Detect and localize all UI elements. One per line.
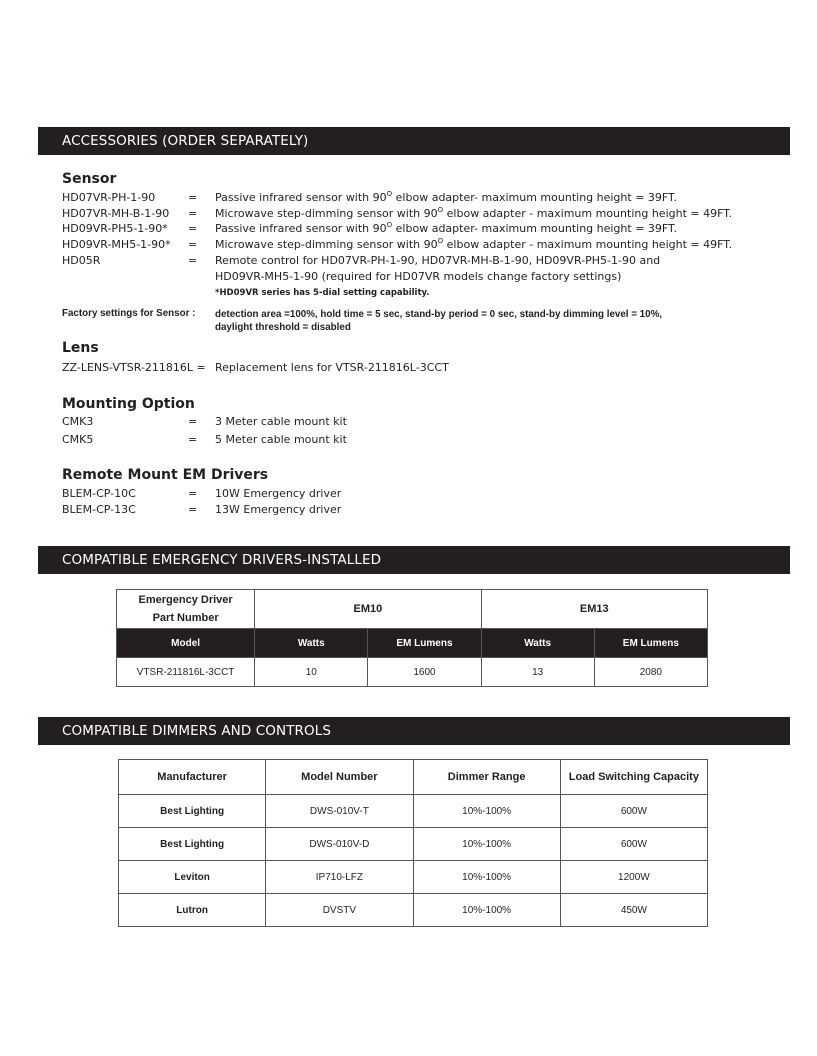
equals: =	[188, 222, 198, 235]
cell-lumens: 1600	[368, 658, 481, 687]
part-code: HD09VR-PH5-1-90*	[62, 222, 168, 235]
column-header: EM Lumens	[594, 629, 707, 658]
part-code: ZZ-LENS-VTSR-211816L =	[62, 361, 206, 374]
part-description: Passive infrared sensor with $90^O$ elbow adapter- maximum mounting height = 39FT.	[215, 190, 677, 204]
part-code: CMK5	[62, 433, 94, 446]
cell-watts: 13	[481, 658, 594, 687]
cell-capacity: 600W	[560, 828, 707, 861]
column-header: Dimmer Range	[413, 760, 560, 795]
column-header: Watts	[481, 629, 594, 658]
part-code: CMK3	[62, 415, 94, 428]
cell-range: 10%-100%	[413, 861, 560, 894]
table-row	[119, 795, 708, 828]
part-description: 13W Emergency driver	[215, 503, 342, 516]
part-description: 10W Emergency driver	[215, 487, 342, 500]
sensor-footnote: *HD09VR series has 5-dial setting capability.	[215, 288, 430, 298]
cell-model: VTSR-211816L-3CCT	[117, 658, 255, 687]
lens-heading: Lens	[62, 340, 99, 356]
part-code: HD09VR-MH5-1-90*	[62, 238, 171, 251]
cell-manufacturer: Best Lighting	[119, 795, 266, 828]
group-header-em13: EM13	[481, 590, 707, 629]
equals: =	[188, 487, 198, 500]
remote-em-heading: Remote Mount EM Drivers	[62, 467, 269, 483]
column-header: Watts	[255, 629, 368, 658]
part-code: HD07VR-PH-1-90	[62, 191, 156, 204]
column-header: Load Switching Capacity	[560, 760, 707, 795]
cell-model: IP710-LFZ	[266, 861, 413, 894]
equals: =	[188, 207, 198, 220]
factory-settings-label: Factory settings for Sensor :	[62, 308, 196, 319]
part-description: Microwave step-dimming sensor with $90^O$ elbow adapter - maximum mounting height = 49FT.	[215, 237, 733, 251]
part-description: 3 Meter cable mount kit	[215, 415, 347, 428]
dimmers-table	[118, 759, 708, 927]
part-code: BLEM-CP-10C	[62, 487, 136, 500]
column-header: Model	[117, 629, 255, 658]
part-code: HD07VR-MH-B-1-90	[62, 207, 170, 220]
part-description: Remote control for HD07VR-PH-1-90, HD07VR-MH-B-1-90, HD09VR-PH5-1-90 and	[215, 254, 661, 267]
mounting-heading: Mounting Option	[62, 396, 195, 412]
cell-manufacturer: Leviton	[119, 861, 266, 894]
cell-capacity: 600W	[560, 795, 707, 828]
equals: =	[188, 238, 198, 251]
part-code: HD05R	[62, 254, 101, 267]
emergency-drivers-table	[116, 589, 708, 687]
cell-capacity: 1200W	[560, 861, 707, 894]
section-header-dimmers: COMPATIBLE DIMMERS AND CONTROLS	[38, 717, 790, 745]
part-description: Replacement lens for VTSR-211816L-3CCT	[215, 361, 449, 374]
group-header-em10: EM10	[255, 590, 481, 629]
equals: =	[188, 415, 198, 428]
equals: =	[188, 254, 198, 267]
cell-lumens: 2080	[594, 658, 707, 687]
table-row	[117, 658, 708, 687]
table-row	[119, 894, 708, 927]
column-header: Manufacturer	[119, 760, 266, 795]
factory-settings-value: detection area =100%, hold time = 5 sec, stand-by period = 0 sec, stand-by dimming level = 10%, daylight threshold = disabled	[215, 309, 663, 333]
corner-header: Emergency Driver Part Number	[117, 590, 255, 629]
table-row	[119, 828, 708, 861]
sensor-heading: Sensor	[62, 171, 117, 187]
part-code: BLEM-CP-13C	[62, 503, 136, 516]
part-description: Microwave step-dimming sensor with $90^O$ elbow adapter - maximum mounting height = 49FT.	[215, 206, 733, 220]
cell-model: DVSTV	[266, 894, 413, 927]
part-description: 5 Meter cable mount kit	[215, 433, 347, 446]
cell-capacity: 450W	[560, 894, 707, 927]
table-row	[119, 861, 708, 894]
cell-watts: 10	[255, 658, 368, 687]
cell-model: DWS-010V-T	[266, 795, 413, 828]
cell-model: DWS-010V-D	[266, 828, 413, 861]
equals: =	[188, 191, 198, 204]
cell-manufacturer: Best Lighting	[119, 828, 266, 861]
cell-range: 10%-100%	[413, 795, 560, 828]
cell-range: 10%-100%	[413, 894, 560, 927]
column-header: EM Lumens	[368, 629, 481, 658]
column-header: Model Number	[266, 760, 413, 795]
equals: =	[188, 503, 198, 516]
part-description: Passive infrared sensor with $90^O$ elbow adapter- maximum mounting height = 39FT.	[215, 221, 677, 235]
cell-manufacturer: Lutron	[119, 894, 266, 927]
section-header-accessories: ACCESSORIES (ORDER SEPARATELY)	[38, 127, 790, 155]
equals: =	[188, 433, 198, 446]
section-header-emergency: COMPATIBLE EMERGENCY DRIVERS-INSTALLED	[38, 546, 790, 574]
cell-range: 10%-100%	[413, 828, 560, 861]
